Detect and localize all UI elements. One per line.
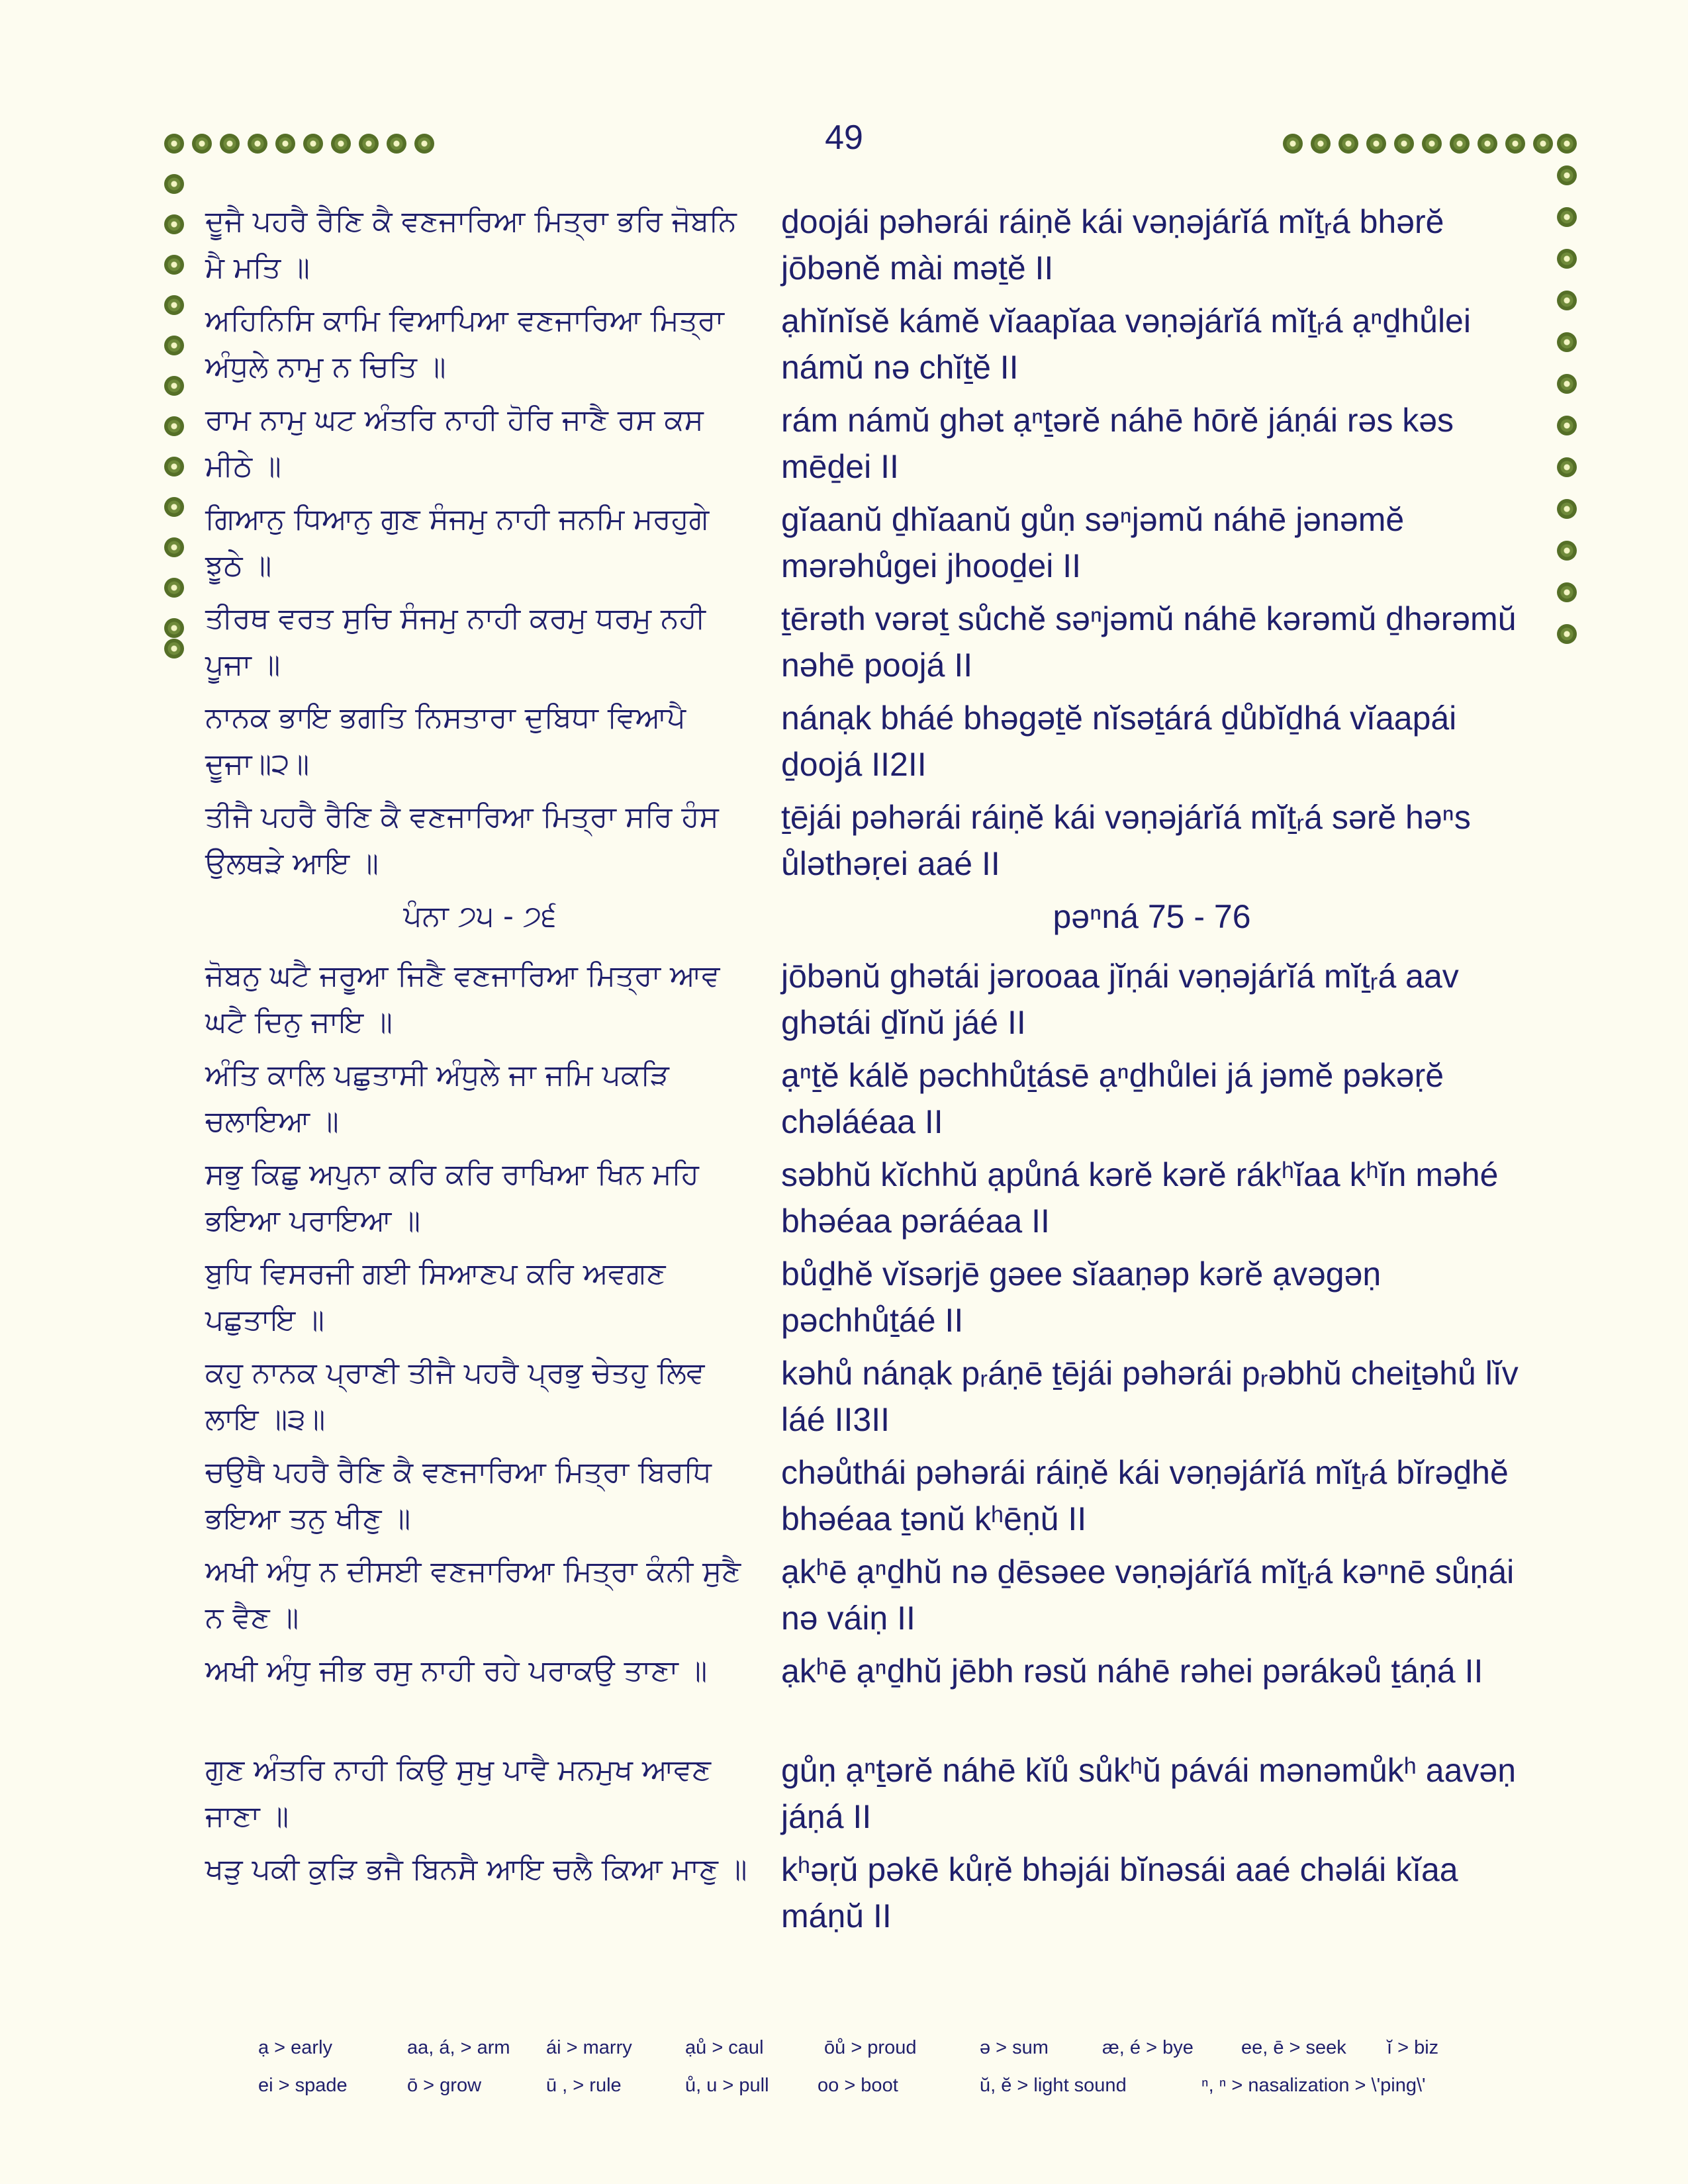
gurmukhi-verse: ਦੂਜੈ ਪਹਰੈ ਰੈਣਿ ਕੈ ਵਣਜਾਰਿਆ ਮਿਤ੍ਰਾ ਭਰਿ ਜੋਬਨਿ ਮੈ ਮਤਿ ॥ — [205, 205, 737, 285]
flower-icon — [164, 376, 184, 396]
transliteration-verse: nánạk bháé bhəgəṯĕ nĭsəṯárá ḏůbĭḏhá vĭaapái ḏoojá II2II — [781, 700, 1457, 783]
gurmukhi-verse: ਗੁਣ ਅੰਤਰਿ ਨਾਹੀ ਕਿਉ ਸੁਖੁ ਪਾਵੈ ਮਨਮੁਖ ਆਵਣ ਜਾਣਾ ॥ — [205, 1753, 712, 1833]
flower-icon — [1557, 582, 1577, 602]
gurmukhi-verse: ਖੜੁ ਪਕੀ ਕੁੜਿ ਭਜੈ ਬਿਨਸੈ ਆਇ ਚਲੈ ਕਿਆ ਮਾਣੁ ॥ — [205, 1852, 747, 1886]
flower-icon — [1557, 624, 1577, 644]
flower-icon — [303, 134, 323, 154]
gurmukhi-verse: ਗਿਆਨੁ ਧਿਆਨੁ ਗੁਣ ਸੰਜਮੁ ਨਾਹੀ ਜਨਮਿ ਮਰਹੁਗੇ ਝੂਠੇ ॥ — [205, 502, 710, 582]
gurmukhi-verse: ਅਖੀ ਅੰਧੁ ਜੀਭ ਰਸੁ ਨਾਹੀ ਰਹੇ ਪਰਾਕਉ ਤਾਣਾ ॥ — [205, 1654, 708, 1688]
page-reference-translit: pəⁿná 75 - 76 — [1053, 898, 1251, 935]
flower-icon — [1557, 499, 1577, 519]
flower-icon — [1557, 207, 1577, 227]
flower-icon — [164, 416, 184, 436]
flower-icon — [414, 134, 434, 154]
gurmukhi-verse: ਸਭੁ ਕਿਛੁ ਅਪੁਨਾ ਕਰਿ ਕਰਿ ਰਾਖਿਆ ਖਿਨ ਮਹਿ ਭਇਆ ਪਰਾਇਆ ॥ — [205, 1158, 699, 1238]
flower-icon — [1283, 134, 1303, 154]
flower-icon — [164, 578, 184, 598]
gurmukhi-verse: ਚਉਥੈ ਪਹਰੈ ਰੈਣਿ ਕੈ ਵਣਜਾਰਿਆ ਮਿਤ੍ਰਾ ਬਿਰਧਿ ਭਇਆ ਤਨੁ ਖੀਣੁ ॥ — [205, 1455, 712, 1535]
legend-item: ū , > rule — [546, 2075, 622, 2096]
legend-item: ⁿ, ⁿ > nasalization > \'ping\' — [1201, 2075, 1426, 2096]
page-number: 49 — [825, 118, 863, 157]
flower-icon — [1338, 134, 1358, 154]
transliteration-verse: kəhů nánạk pᵣáṇē ṯējái pəhərái pᵣəbhŭ cheiṯəhů lĭv láé II3II — [781, 1355, 1519, 1438]
transliteration-verse: jōbənŭ ghətái jərooaa jĭṇái vəṇəjárĭá mĭṯᵣá aav ghətái ḏĭnŭ jáé II — [781, 958, 1459, 1041]
flower-icon — [1557, 134, 1577, 154]
legend-item: ů, u > pull — [685, 2075, 769, 2096]
flower-icon — [387, 134, 406, 154]
gurmukhi-verse: ਰਾਮ ਨਾਮੁ ਘਟ ਅੰਤਰਿ ਨਾਹੀ ਹੋਰਿ ਜਾਣੈ ਰਸ ਕਸ ਮੀਠੇ ॥ — [205, 403, 704, 483]
flower-icon — [1557, 249, 1577, 269]
flower-icon — [164, 457, 184, 477]
flower-icon — [164, 537, 184, 557]
legend-item: ee, ē > seek — [1241, 2037, 1346, 2058]
flower-icon — [164, 336, 184, 355]
transliteration-verse: səbhŭ kĭchhŭ ạpůná kərĕ kərĕ rákʰĭaa kʰĭn məhé bhəéaa pəráéaa II — [781, 1156, 1499, 1240]
legend-item: ei > spade — [258, 2075, 348, 2096]
gurmukhi-verse: ਅਖੀ ਅੰਧੁ ਨ ਦੀਸਈ ਵਣਜਾਰਿਆ ਮਿਤ੍ਰਾ ਕੰਨੀ ਸੁਣੈ ਨ ਵੈਣ ॥ — [205, 1555, 741, 1635]
gurmukhi-verse: ਬੁਧਿ ਵਿਸਰਜੀ ਗਈ ਸਿਆਣਪ ਕਰਿ ਅਵਗਣ ਪਛੁਤਾਇ ॥ — [205, 1257, 666, 1337]
transliteration-verse: bůḏhĕ vĭsərjē gəee sĭaaṇəp kərĕ ạvəgəṇ pəchhůṯáé II — [781, 1255, 1382, 1339]
legend-item: oo > boot — [818, 2075, 898, 2096]
flower-icon — [1557, 332, 1577, 352]
gurmukhi-verse: ਨਾਨਕ ਭਾਇ ਭਗਤਿ ਨਿਸਤਾਰਾ ਦੁਬਿਧਾ ਵਿਆਪੈ ਦੂਜਾ॥੨॥ — [205, 701, 686, 781]
flower-icon — [164, 497, 184, 517]
gurmukhi-verse: ਅੰਤਿ ਕਾਲਿ ਪਛੁਤਾਸੀ ਅੰਧੁਲੇ ਜਾ ਜਮਿ ਪਕੜਿ ਚਲਾਇਆ ॥ — [205, 1058, 669, 1138]
flower-icon — [331, 134, 351, 154]
legend-item: ạů > caul — [685, 2037, 764, 2058]
flower-icon — [1422, 134, 1442, 154]
flower-icon — [1557, 374, 1577, 394]
legend-item: ə > sum — [980, 2037, 1049, 2058]
flower-icon — [1477, 134, 1497, 154]
transliteration-verse: ạkʰē ạⁿḏhŭ nə ḏēsəee vəṇəjárĭá mĭṯᵣá kəⁿnē sůṇái nə váiṇ II — [781, 1553, 1515, 1637]
flower-icon — [248, 134, 267, 154]
gurmukhi-verse: ਜੋਬਨੁ ਘਟੈ ਜਰੂਆ ਜਿਣੈ ਵਣਜਾਰਿਆ ਮਿਤ੍ਰਾ ਆਵ ਘਟੈ ਦਿਨੁ ਜਾਇ ॥ — [205, 959, 720, 1039]
flower-icon — [164, 639, 184, 659]
gurmukhi-verse: ਕਹੁ ਨਾਨਕ ਪ੍ਰਾਣੀ ਤੀਜੈ ਪਹਰੈ ਪ੍ਰਭੁ ਚੇਤਹੁ ਲਿਵ ਲਾਇ ॥੩॥ — [205, 1356, 705, 1436]
flower-icon — [192, 134, 212, 154]
transliteration-verse: ṯējái pəhərái ráiṇĕ kái vəṇəjárĭá mĭṯᵣá sərĕ həⁿs ůləthəṛei aaé II — [781, 799, 1471, 882]
flower-icon — [1557, 416, 1577, 435]
legend-item: ạ > early — [258, 2037, 333, 2058]
flower-icon — [164, 214, 184, 234]
flower-icon — [1557, 457, 1577, 477]
transliteration-verse: kʰəṛŭ pəkē kůṛĕ bhəjái bĭnəsái aaé chəlái kĭaa máṇŭ II — [781, 1851, 1458, 1934]
transliteration-verse: rám námŭ ghət ạⁿṯərĕ náhē hōrĕ jáṇái rəs kəs mēḏei II — [781, 402, 1454, 485]
transliteration-verse: ạkʰē ạⁿḏhŭ jēbh rəsŭ náhē rəhei pərákəů ṯáṇá II — [781, 1653, 1483, 1690]
flower-icon — [1394, 134, 1414, 154]
legend-item: ŭ, ĕ > light sound — [980, 2075, 1127, 2096]
flower-icon — [275, 134, 295, 154]
transliteration-verse: ạⁿṯĕ kálĕ pəchhůṯásē ạⁿḏhůlei já jəmĕ pəkəṛĕ chəláéaa II — [781, 1057, 1444, 1140]
flower-icon — [1557, 165, 1577, 185]
flower-icon — [1505, 134, 1525, 154]
flower-icon — [220, 134, 240, 154]
flower-icon — [164, 295, 184, 315]
transliteration-verse: chəůthái pəhərái ráiṇĕ kái vəṇəjárĭá mĭṯᵣá bĭrəḏhĕ bhəéaa ṯənŭ kʰēṇŭ II — [781, 1454, 1509, 1537]
gurmukhi-verse: ਤੀਰਥ ਵਰਤ ਸੁਚਿ ਸੰਜਮੁ ਨਾਹੀ ਕਰਮੁ ਧਰਮੁ ਨਹੀ ਪੂਜਾ ॥ — [205, 602, 706, 682]
flower-icon — [1533, 134, 1553, 154]
flower-icon — [1366, 134, 1386, 154]
gurmukhi-verse: ਅਹਿਨਿਸਿ ਕਾਮਿ ਵਿਆਪਿਆ ਵਣਜਾਰਿਆ ਮਿਤ੍ਰਾ ਅੰਧੁਲੇ ਨਾਮੁ ਨ ਚਿਤਿ ॥ — [205, 304, 724, 384]
flower-icon — [164, 174, 184, 194]
gurmukhi-verse: ਤੀਜੈ ਪਹਰੈ ਰੈਣਿ ਕੈ ਵਣਜਾਰਿਆ ਮਿਤ੍ਰਾ ਸਰਿ ਹੰਸ ਉਲਥੜੇ ਆਇ ॥ — [205, 800, 719, 880]
transliteration-verse: gůṇ ạⁿṯərĕ náhē kĭů sůkʰŭ pávái mənəmůkʰ aavəṇ jáṇá II — [781, 1752, 1517, 1835]
flower-icon — [1557, 291, 1577, 310]
legend-item: ĭ > biz — [1387, 2037, 1439, 2058]
flower-icon — [164, 618, 184, 638]
legend-item: ái > marry — [546, 2037, 632, 2058]
legend-item: ōů > proud — [824, 2037, 917, 2058]
flower-icon — [359, 134, 379, 154]
page-reference-gurmukhi: ਪੰਨਾ ੭੫ - ੭੬ — [403, 899, 557, 933]
flower-icon — [1450, 134, 1470, 154]
transliteration-verse: ḏoojái pəhərái ráiṇĕ kái vəṇəjárĭá mĭṯᵣá bhərĕ jōbənĕ mài məṯĕ II — [781, 203, 1444, 287]
flower-icon — [1557, 541, 1577, 561]
legend-item: aa, á, > arm — [407, 2037, 510, 2058]
flower-icon — [164, 134, 184, 154]
legend-item: æ, é > bye — [1102, 2037, 1194, 2058]
transliteration-verse: gĭaanŭ ḏhĭaanŭ gůṇ səⁿjəmŭ náhē jənəmĕ mərəhůgei jhooḏei II — [781, 501, 1405, 584]
transliteration-verse: ṯērəth vərəṯ sůchĕ səⁿjəmŭ náhē kərəmŭ ḏhərəmŭ nəhē poojá II — [781, 600, 1517, 684]
legend-item: ō > grow — [407, 2075, 482, 2096]
flower-icon — [1311, 134, 1331, 154]
transliteration-verse: ạhĭnĭsĕ kámĕ vĭaapĭaa vəṇəjárĭá mĭṯᵣá ạⁿḏhůlei námŭ nə chĭṯĕ II — [781, 302, 1471, 386]
flower-icon — [164, 255, 184, 275]
